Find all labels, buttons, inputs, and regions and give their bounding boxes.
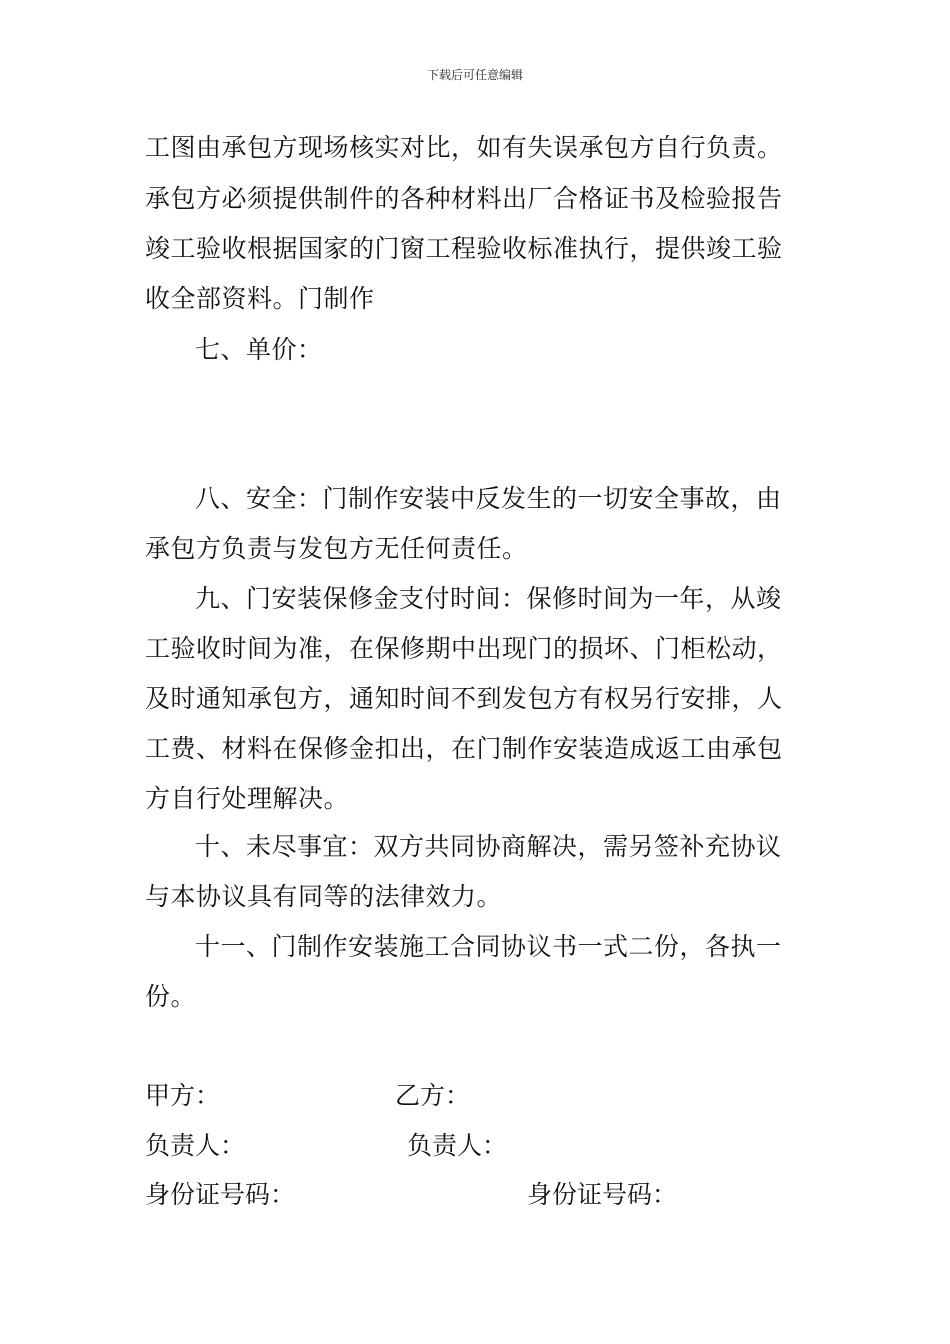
body-line: 十、未尽事宜：双方共同协商解决，需另签补充协议 <box>195 832 782 861</box>
body-line: 工费、材料在保修金扣出，在门制作安装造成返工由承包 <box>145 734 783 763</box>
section-heading-unit-price: 七、单价： <box>195 335 323 364</box>
body-line: 份。 <box>145 982 197 1011</box>
party-a-label: 甲方： <box>145 1081 221 1110</box>
body-line: 承包方必须提供制件的各种材料出厂合格证书及检验报告 <box>145 184 783 213</box>
body-line: 及时通知承包方，通知时间不到发包方有权另行安排，人 <box>145 684 783 713</box>
body-line: 与本协议具有同等的法律效力。 <box>145 882 503 911</box>
body-line: 九、门安装保修金支付时间：保修时间为一年，从竣 <box>195 584 782 613</box>
id-number-b-label: 身份证号码： <box>527 1180 678 1209</box>
responsible-person-b-label: 负责人： <box>407 1131 508 1160</box>
body-line: 收全部资料。门制作 <box>145 284 375 313</box>
body-line: 工图由承包方现场核实对比，如有失误承包方自行负责。 <box>145 133 783 162</box>
responsible-person-a-label: 负责人： <box>145 1131 246 1160</box>
page-header: 下载后可任意编辑 <box>426 68 523 82</box>
body-line: 方自行处理解决。 <box>145 784 350 813</box>
body-line: 工验收时间为准，在保修期中出现门的损坏、门柜松动， <box>145 634 783 663</box>
id-number-a-label: 身份证号码： <box>145 1180 296 1209</box>
party-b-label: 乙方： <box>395 1081 471 1110</box>
body-line: 十一、门制作安装施工合同协议书一式二份，各执一 <box>195 932 782 961</box>
body-line: 竣工验收根据国家的门窗工程验收标准执行，提供竣工验 <box>145 234 783 263</box>
body-line: 八、安全：门制作安装中反发生的一切安全事故，由 <box>195 484 782 513</box>
body-line: 承包方负责与发包方无任何责任。 <box>145 534 528 563</box>
